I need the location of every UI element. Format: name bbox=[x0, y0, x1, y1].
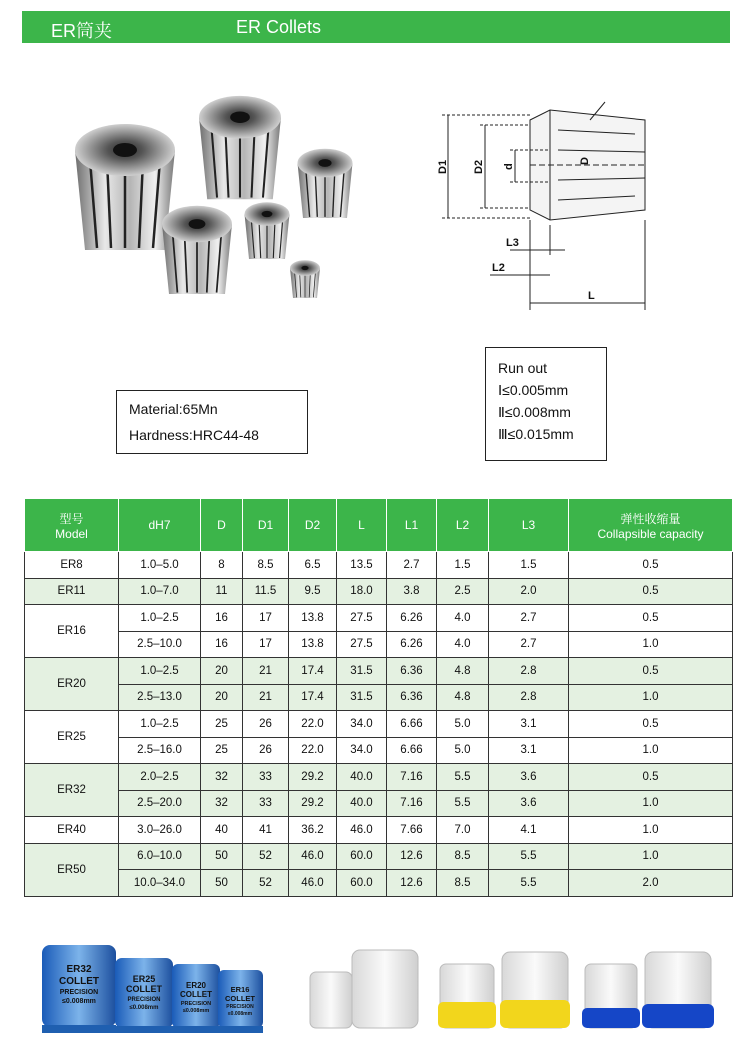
runout-grade-1: Ⅰ≤0.005mm bbox=[498, 382, 569, 398]
collet-dimension-diagram bbox=[430, 90, 670, 320]
cell-l2: 4.0 bbox=[437, 605, 489, 632]
cell-l3: 2.7 bbox=[489, 631, 569, 658]
cell-l3: 2.7 bbox=[489, 605, 569, 632]
pkg2-tolerance: ≤0.008mm bbox=[129, 1005, 159, 1011]
cell-d1: 17 bbox=[243, 605, 289, 632]
cell-l: 18.0 bbox=[337, 578, 387, 605]
blue-base-cases bbox=[582, 952, 714, 1028]
cell-capacity: 0.5 bbox=[569, 552, 733, 579]
pkg2-model: ER25 bbox=[132, 974, 156, 984]
cell-model: ER11 bbox=[25, 578, 119, 605]
cell-l1: 6.36 bbox=[387, 684, 437, 711]
collet-small bbox=[245, 202, 290, 259]
cell-l: 31.5 bbox=[337, 658, 387, 685]
title-cn: ER筒夹 bbox=[51, 21, 113, 41]
cell-dh7: 2.5–16.0 bbox=[119, 737, 201, 764]
cell-l1: 7.66 bbox=[387, 817, 437, 844]
cell-l2: 8.5 bbox=[437, 870, 489, 897]
label-L: L bbox=[588, 290, 595, 302]
cell-d1: 26 bbox=[243, 737, 289, 764]
cell-l3: 2.0 bbox=[489, 578, 569, 605]
cell-l2: 4.0 bbox=[437, 631, 489, 658]
header-l2: L2 bbox=[437, 499, 489, 552]
table-row bbox=[25, 870, 733, 897]
runout-grade-2: Ⅱ≤0.008mm bbox=[498, 404, 571, 420]
cell-d2: 29.2 bbox=[289, 790, 337, 817]
cell-d2: 46.0 bbox=[289, 843, 337, 870]
cell-dh7: 2.5–20.0 bbox=[119, 790, 201, 817]
cell-capacity: 0.5 bbox=[569, 578, 733, 605]
table-row bbox=[25, 578, 733, 605]
cell-l3: 3.6 bbox=[489, 790, 569, 817]
table-row bbox=[25, 790, 733, 817]
cell-d1: 21 bbox=[243, 658, 289, 685]
cell-d1: 33 bbox=[243, 764, 289, 791]
cell-d2: 36.2 bbox=[289, 817, 337, 844]
cell-l2: 1.5 bbox=[437, 552, 489, 579]
cell-l2: 5.0 bbox=[437, 737, 489, 764]
cell-l1: 7.16 bbox=[387, 764, 437, 791]
header-d1: D1 bbox=[243, 499, 289, 552]
cell-l1: 6.26 bbox=[387, 605, 437, 632]
cell-d: 20 bbox=[201, 658, 243, 685]
header-d2: D2 bbox=[289, 499, 337, 552]
header-l3: L3 bbox=[489, 499, 569, 552]
cell-l2: 5.0 bbox=[437, 711, 489, 738]
cell-d: 25 bbox=[201, 737, 243, 764]
cell-l3: 2.8 bbox=[489, 684, 569, 711]
cell-model: ER25 bbox=[25, 711, 119, 764]
cell-d: 16 bbox=[201, 605, 243, 632]
cell-d2: 6.5 bbox=[289, 552, 337, 579]
cell-d1: 17 bbox=[243, 631, 289, 658]
cell-l1: 6.36 bbox=[387, 658, 437, 685]
cell-d: 11 bbox=[201, 578, 243, 605]
cell-d2: 17.4 bbox=[289, 684, 337, 711]
cell-d2: 9.5 bbox=[289, 578, 337, 605]
cell-d1: 26 bbox=[243, 711, 289, 738]
cell-d: 25 bbox=[201, 711, 243, 738]
cell-l3: 4.1 bbox=[489, 817, 569, 844]
collet-medium-right bbox=[298, 149, 353, 218]
collets-photo bbox=[60, 80, 390, 320]
pkg4-precision: PRECISION bbox=[226, 1004, 254, 1010]
label-d: d bbox=[503, 163, 515, 170]
cell-l1: 6.66 bbox=[387, 711, 437, 738]
spec-table bbox=[24, 498, 733, 897]
cell-l: 34.0 bbox=[337, 737, 387, 764]
cell-capacity: 1.0 bbox=[569, 817, 733, 844]
cell-d1: 8.5 bbox=[243, 552, 289, 579]
cell-capacity: 0.5 bbox=[569, 658, 733, 685]
cell-l3: 5.5 bbox=[489, 870, 569, 897]
cell-model: ER32 bbox=[25, 764, 119, 817]
title-en: ER Collets bbox=[236, 17, 322, 37]
cell-dh7: 1.0–7.0 bbox=[119, 578, 201, 605]
cell-l1: 3.8 bbox=[387, 578, 437, 605]
cell-l: 60.0 bbox=[337, 843, 387, 870]
cell-d: 32 bbox=[201, 764, 243, 791]
cell-capacity: 0.5 bbox=[569, 711, 733, 738]
collet-large bbox=[75, 124, 175, 250]
cell-d1: 21 bbox=[243, 684, 289, 711]
cell-capacity: 1.0 bbox=[569, 843, 733, 870]
cell-capacity: 1.0 bbox=[569, 737, 733, 764]
cell-model: ER16 bbox=[25, 605, 119, 658]
cell-l1: 6.66 bbox=[387, 737, 437, 764]
cell-model: ER20 bbox=[25, 658, 119, 711]
cell-model: ER40 bbox=[25, 817, 119, 844]
pkg3-tolerance: ≤0.008mm bbox=[182, 1008, 210, 1014]
table-row bbox=[25, 843, 733, 870]
cell-l1: 12.6 bbox=[387, 870, 437, 897]
cell-model: ER8 bbox=[25, 552, 119, 579]
cell-l1: 6.26 bbox=[387, 631, 437, 658]
header-model bbox=[25, 499, 119, 552]
cell-dh7: 2.5–13.0 bbox=[119, 684, 201, 711]
cell-d: 50 bbox=[201, 843, 243, 870]
cell-d: 50 bbox=[201, 870, 243, 897]
pkg3-collet: COLLET bbox=[180, 990, 212, 999]
cell-d: 40 bbox=[201, 817, 243, 844]
collet-medium bbox=[162, 206, 232, 294]
table-row bbox=[25, 684, 733, 711]
cell-l3: 2.8 bbox=[489, 658, 569, 685]
runout-title: Run out bbox=[498, 360, 548, 376]
pkg1-tolerance: ≤0.008mm bbox=[62, 998, 96, 1005]
cell-d1: 52 bbox=[243, 843, 289, 870]
cell-d1: 11.5 bbox=[243, 578, 289, 605]
cell-dh7: 3.0–26.0 bbox=[119, 817, 201, 844]
cell-l: 27.5 bbox=[337, 631, 387, 658]
cell-d: 8 bbox=[201, 552, 243, 579]
pkg4-tolerance: ≤0.008mm bbox=[227, 1011, 253, 1017]
cell-l1: 2.7 bbox=[387, 552, 437, 579]
cell-l1: 12.6 bbox=[387, 843, 437, 870]
cell-l: 13.5 bbox=[337, 552, 387, 579]
cell-capacity: 0.5 bbox=[569, 605, 733, 632]
cell-d: 16 bbox=[201, 631, 243, 658]
cell-d1: 52 bbox=[243, 870, 289, 897]
cell-d: 32 bbox=[201, 790, 243, 817]
cell-capacity: 1.0 bbox=[569, 684, 733, 711]
cell-d: 20 bbox=[201, 684, 243, 711]
cell-capacity: 1.0 bbox=[569, 790, 733, 817]
cell-l2: 2.5 bbox=[437, 578, 489, 605]
cell-d1: 33 bbox=[243, 790, 289, 817]
collet-tiny bbox=[290, 260, 320, 298]
table-row bbox=[25, 552, 733, 579]
cell-l: 31.5 bbox=[337, 684, 387, 711]
cell-model: ER50 bbox=[25, 843, 119, 896]
cell-capacity: 1.0 bbox=[569, 631, 733, 658]
cell-l3: 1.5 bbox=[489, 552, 569, 579]
clear-cases bbox=[310, 950, 418, 1028]
pkg1-model: ER32 bbox=[66, 964, 92, 975]
cell-dh7: 1.0–2.5 bbox=[119, 711, 201, 738]
cell-l: 40.0 bbox=[337, 764, 387, 791]
cell-dh7: 1.0–2.5 bbox=[119, 658, 201, 685]
cell-l2: 7.0 bbox=[437, 817, 489, 844]
label-L3: L3 bbox=[506, 237, 519, 249]
cell-d2: 22.0 bbox=[289, 711, 337, 738]
cell-dh7: 1.0–2.5 bbox=[119, 605, 201, 632]
cell-dh7: 6.0–10.0 bbox=[119, 843, 201, 870]
pkg3-precision: PRECISION bbox=[180, 1001, 212, 1007]
header-capacity-cn: 弹性收缩量 bbox=[620, 511, 681, 526]
yellow-cases bbox=[438, 952, 570, 1028]
cell-d2: 17.4 bbox=[289, 658, 337, 685]
hardness-text: Hardness:HRC44-48 bbox=[129, 427, 259, 443]
cell-l2: 5.5 bbox=[437, 790, 489, 817]
table-row bbox=[25, 658, 733, 685]
cell-l3: 3.6 bbox=[489, 764, 569, 791]
pkg3-model: ER20 bbox=[185, 981, 207, 990]
cell-l3: 3.1 bbox=[489, 711, 569, 738]
cell-capacity: 2.0 bbox=[569, 870, 733, 897]
pkg2-collet: COLLET bbox=[126, 984, 162, 994]
cell-l: 27.5 bbox=[337, 605, 387, 632]
header-l1: L1 bbox=[387, 499, 437, 552]
header-dh7: dH7 bbox=[119, 499, 201, 552]
label-L2: L2 bbox=[492, 262, 505, 274]
table-row bbox=[25, 711, 733, 738]
cell-l: 40.0 bbox=[337, 790, 387, 817]
header-bar bbox=[22, 11, 730, 43]
cell-l2: 4.8 bbox=[437, 658, 489, 685]
cell-d1: 41 bbox=[243, 817, 289, 844]
table-row bbox=[25, 764, 733, 791]
cell-d2: 29.2 bbox=[289, 764, 337, 791]
cell-l2: 8.5 bbox=[437, 843, 489, 870]
cell-d2: 13.8 bbox=[289, 605, 337, 632]
label-D1: D1 bbox=[437, 159, 449, 174]
label-D2: D2 bbox=[473, 159, 485, 174]
cell-d2: 13.8 bbox=[289, 631, 337, 658]
cell-l3: 3.1 bbox=[489, 737, 569, 764]
table-row bbox=[25, 631, 733, 658]
runout-box bbox=[485, 347, 607, 461]
labelled-cases bbox=[42, 945, 263, 1033]
pkg4-collet: COLLET bbox=[225, 994, 255, 1003]
header-capacity bbox=[569, 499, 733, 552]
cell-dh7: 10.0–34.0 bbox=[119, 870, 201, 897]
pkg4-model: ER16 bbox=[230, 985, 250, 994]
cell-l: 46.0 bbox=[337, 817, 387, 844]
cell-d2: 22.0 bbox=[289, 737, 337, 764]
header-model-cn: 型号 bbox=[59, 511, 84, 526]
cell-capacity: 0.5 bbox=[569, 764, 733, 791]
cell-d2: 46.0 bbox=[289, 870, 337, 897]
material-box bbox=[116, 390, 308, 454]
material-text: Material:65Mn bbox=[129, 401, 218, 417]
header-model-en: Model bbox=[55, 526, 88, 541]
cell-l: 60.0 bbox=[337, 870, 387, 897]
label-D: D bbox=[579, 157, 591, 165]
collet-tall bbox=[199, 96, 281, 199]
runout-grade-3: Ⅲ≤0.015mm bbox=[498, 426, 574, 442]
cell-l1: 7.16 bbox=[387, 790, 437, 817]
table-row bbox=[25, 737, 733, 764]
table-row bbox=[25, 817, 733, 844]
cell-l: 34.0 bbox=[337, 711, 387, 738]
table-header-row bbox=[25, 499, 733, 552]
cell-dh7: 2.5–10.0 bbox=[119, 631, 201, 658]
pkg2-precision: PRECISION bbox=[127, 997, 161, 1003]
header-d: D bbox=[201, 499, 243, 552]
cell-dh7: 2.0–2.5 bbox=[119, 764, 201, 791]
pkg1-collet: COLLET bbox=[59, 976, 99, 987]
cell-l2: 4.8 bbox=[437, 684, 489, 711]
header-l: L bbox=[337, 499, 387, 552]
cell-dh7: 1.0–5.0 bbox=[119, 552, 201, 579]
header-capacity-en: Collapsible capacity bbox=[597, 526, 704, 541]
table-row bbox=[25, 605, 733, 632]
cell-l2: 5.5 bbox=[437, 764, 489, 791]
pkg1-precision: PRECISION bbox=[59, 989, 99, 996]
packaging-photos bbox=[0, 930, 750, 1064]
cell-l3: 5.5 bbox=[489, 843, 569, 870]
